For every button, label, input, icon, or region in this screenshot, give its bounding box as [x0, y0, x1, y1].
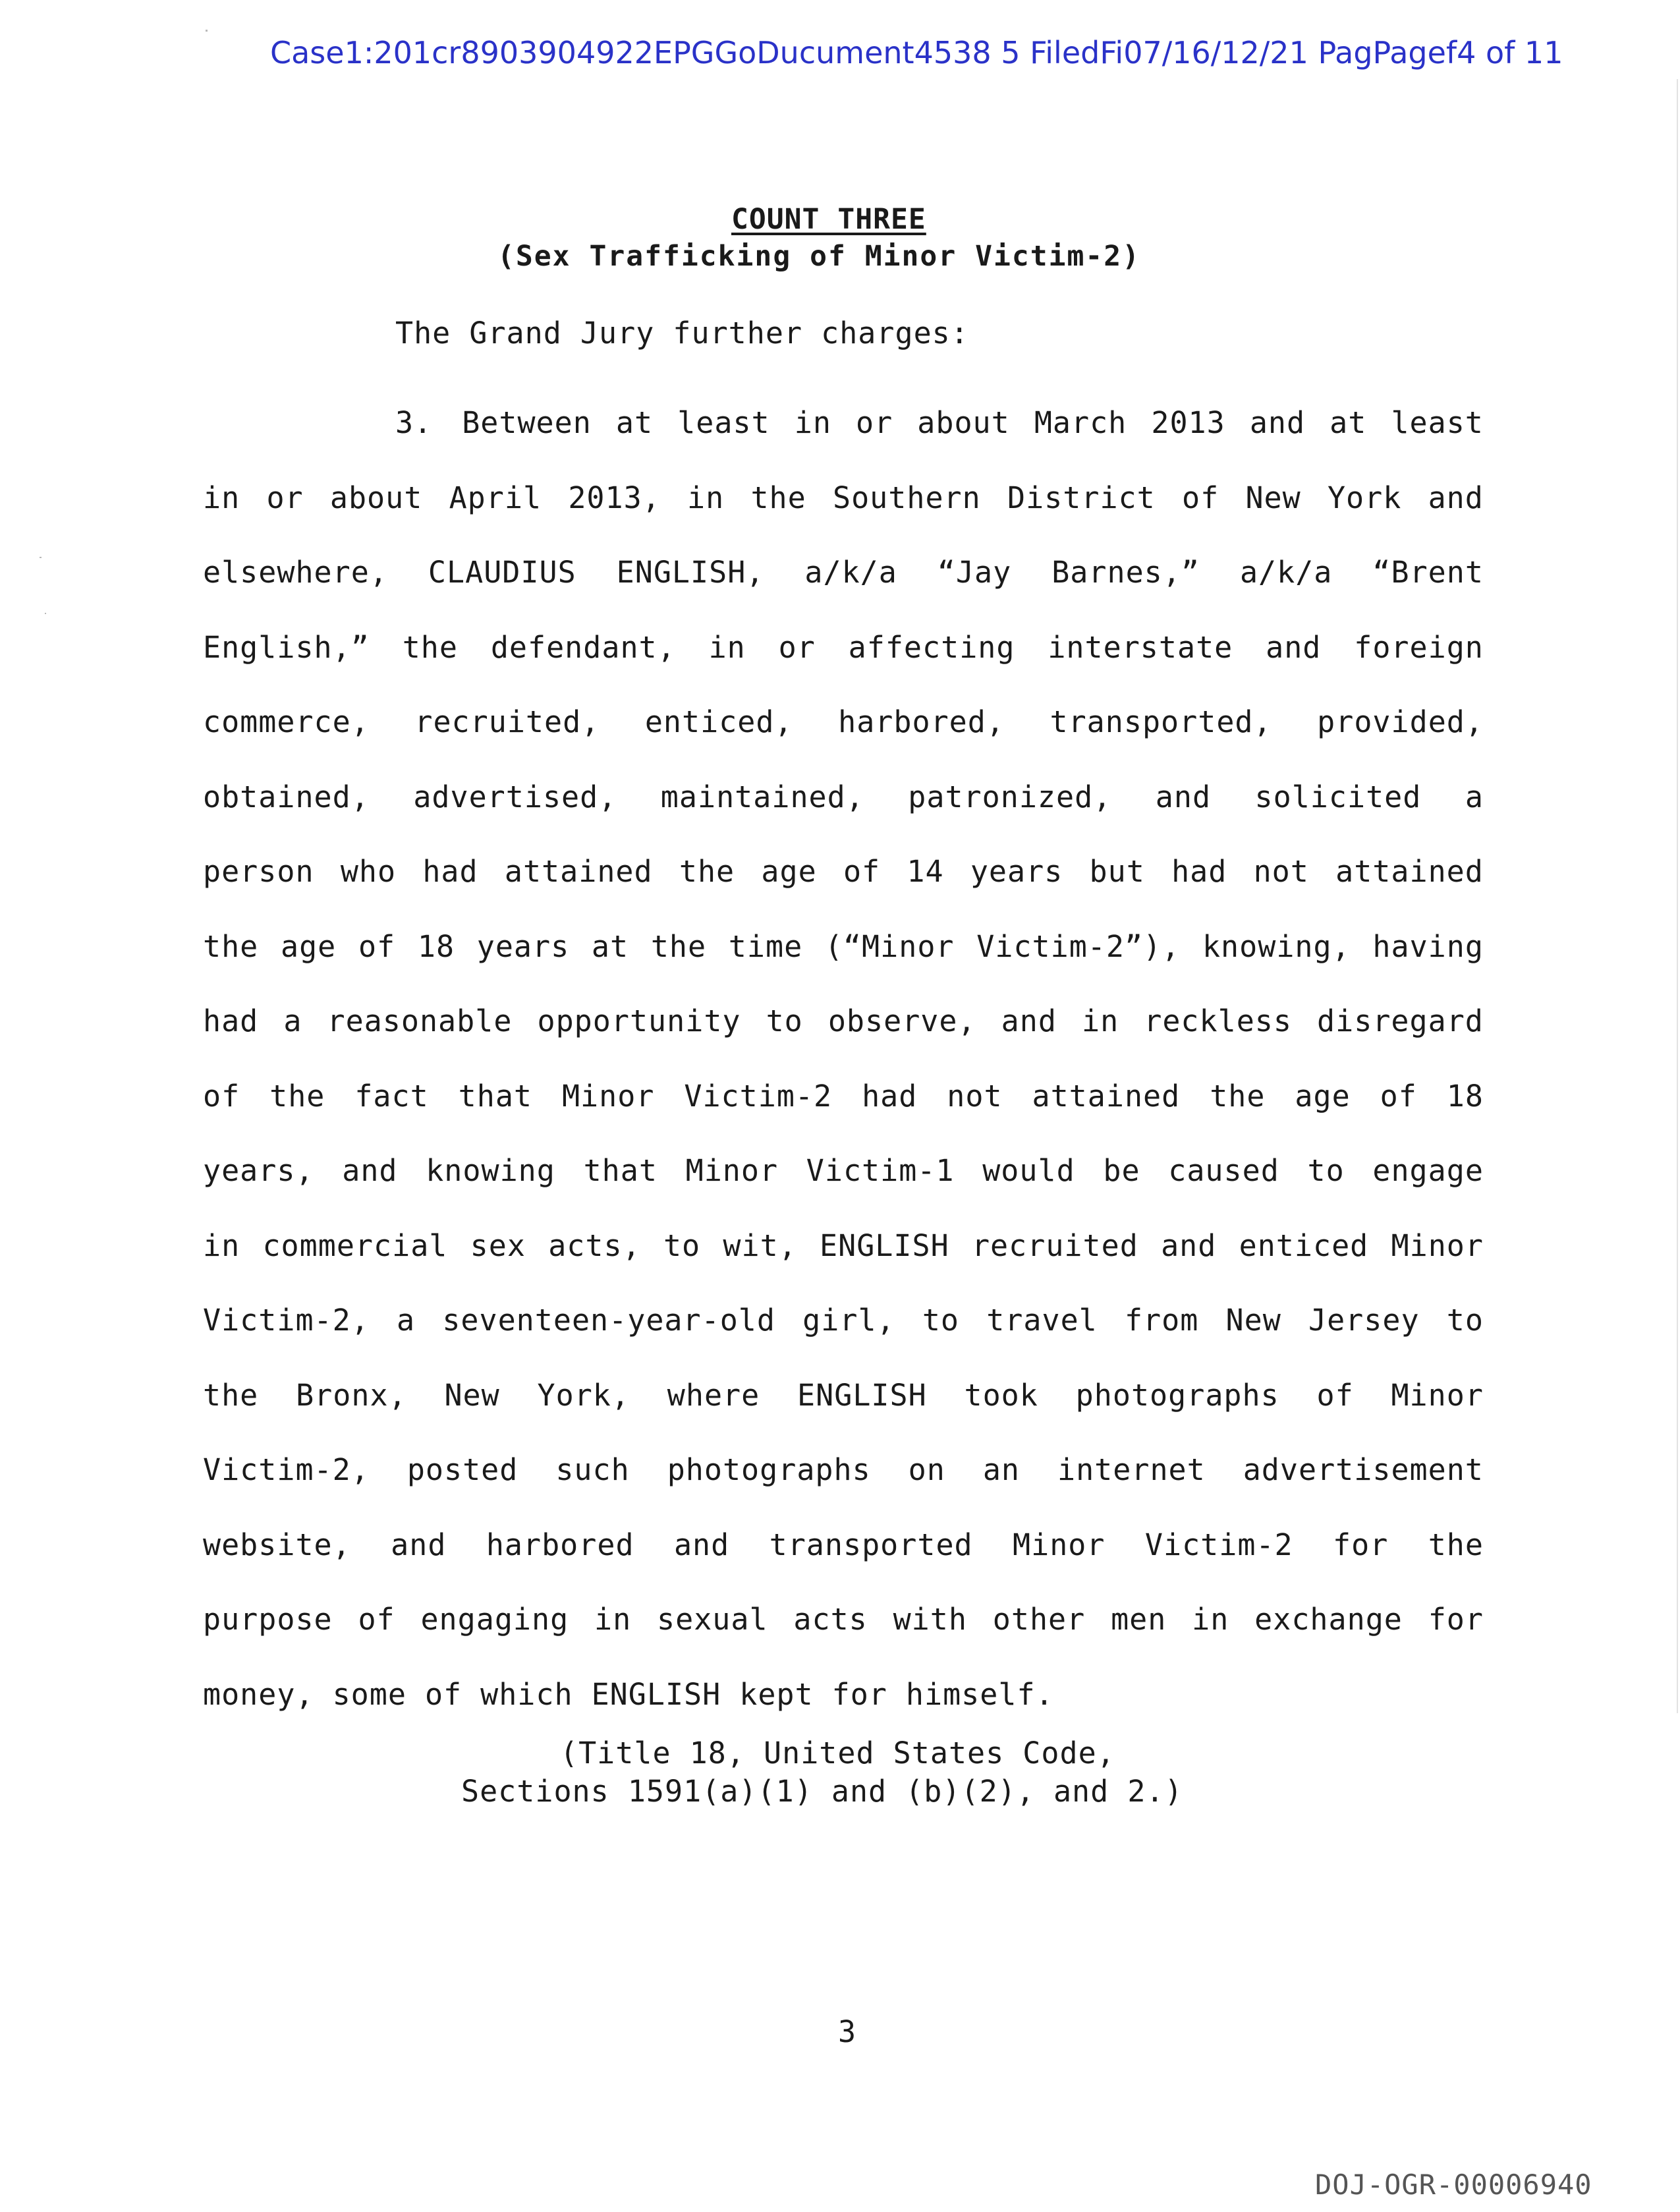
paragraph-line [203, 984, 1484, 1059]
word: Victim-2, [203, 1452, 370, 1487]
count-subtitle: (Sex Trafficking of Minor Victim-2) [497, 240, 1141, 273]
word: from [1124, 1303, 1199, 1338]
word: that [458, 1078, 533, 1114]
word: men [1111, 1602, 1167, 1637]
word: age [761, 854, 817, 889]
word: knowing, [1202, 928, 1351, 964]
word: patronized, [908, 779, 1112, 814]
word: exchange [1254, 1602, 1403, 1637]
word: District [1007, 480, 1156, 515]
word: (“Minor [824, 928, 955, 964]
word: obtained, [203, 779, 370, 814]
word: Southern [833, 480, 981, 515]
word: recruited [971, 1228, 1138, 1263]
word: “Brent [1372, 555, 1484, 590]
word: in [203, 480, 240, 515]
word: Jersey [1308, 1303, 1420, 1338]
word: foreign [1354, 629, 1484, 665]
scan-speck [45, 613, 46, 614]
word: a/k/a [1239, 555, 1333, 590]
word: least [1391, 405, 1484, 440]
paragraph-line [203, 760, 1484, 835]
word: a [397, 1303, 416, 1338]
paragraph-line [203, 461, 1484, 536]
word: had [203, 1004, 259, 1038]
word: English,” [203, 629, 370, 665]
paragraph-line [203, 1208, 1484, 1284]
word: March [1034, 405, 1127, 440]
word: interstate [1048, 629, 1233, 665]
word: that [583, 1153, 658, 1188]
word: engaging [420, 1602, 569, 1637]
word: website, [203, 1527, 351, 1562]
word: knowing [426, 1153, 555, 1188]
word: time [728, 928, 803, 964]
word: of [1380, 1078, 1417, 1114]
word: enticed [1239, 1228, 1369, 1263]
word: of [358, 1602, 395, 1637]
word: affecting [848, 629, 1015, 665]
word: about [329, 480, 423, 515]
word: recruited, [414, 704, 600, 739]
word: an [982, 1452, 1021, 1487]
word: New [1245, 480, 1301, 515]
header-stamp-overlap: Case1:201cr8903904922EPGGoDucument4538 5 FiledFi07/16/12/21 PagPagef4 of 11 [270, 35, 1563, 71]
word: at [615, 405, 654, 440]
word: York [1327, 480, 1402, 515]
word: or [856, 405, 893, 440]
word: in [1192, 1602, 1229, 1637]
word: Victim-2, [203, 1303, 370, 1338]
word: “Jay [937, 555, 1012, 590]
word: age [280, 928, 337, 964]
paragraph-number: 3. [395, 405, 433, 440]
paragraph-line [203, 1358, 1484, 1433]
word: at [1330, 405, 1367, 440]
word: 14 [907, 854, 944, 889]
word: the [679, 854, 735, 889]
word: other [992, 1602, 1086, 1637]
word: Minor [1013, 1527, 1106, 1562]
word: in [1081, 1004, 1119, 1038]
word: and [1161, 1228, 1217, 1263]
paragraph-line [203, 1657, 1484, 1732]
word: to [1446, 1303, 1484, 1338]
word: and [1249, 405, 1306, 440]
word: with [893, 1602, 967, 1637]
word: maintained, [660, 779, 864, 814]
word: person [203, 854, 314, 889]
word: harbored, [838, 704, 1005, 739]
word: of [1182, 480, 1219, 515]
word: sexual [657, 1602, 768, 1637]
word: which [480, 1676, 573, 1712]
word: ENGLISH, [616, 555, 765, 590]
word: be [1103, 1153, 1140, 1188]
grand-jury-intro: The Grand Jury further charges: [395, 316, 969, 351]
paragraph-line [203, 1432, 1484, 1508]
word: observe, [827, 1004, 976, 1038]
word: took [964, 1377, 1038, 1413]
word: and [342, 1153, 398, 1188]
paragraph-line [203, 909, 1484, 984]
word: provided, [1317, 704, 1484, 739]
word: solicited [1254, 779, 1422, 814]
word: Bronx, [296, 1377, 407, 1413]
word: the [203, 928, 259, 964]
word: engage [1372, 1153, 1484, 1188]
bates-number: DOJ-OGR-00006940 [1315, 2169, 1592, 2201]
word: himself. [905, 1676, 1054, 1712]
word: posted [406, 1452, 518, 1487]
word: of [203, 1078, 240, 1114]
word: travel [986, 1303, 1098, 1338]
word: elsewhere, [203, 555, 388, 590]
paragraph-line [203, 1283, 1484, 1358]
word: kept [739, 1676, 814, 1712]
word: had [422, 854, 478, 889]
word: defendant, [490, 629, 676, 665]
word: the [1428, 1527, 1484, 1562]
word: at [591, 928, 629, 964]
word: money, [203, 1676, 314, 1712]
word: of [358, 928, 396, 964]
word: advertised, [413, 779, 617, 814]
word: and [673, 1527, 730, 1562]
word: to [766, 1004, 803, 1038]
word: but [1089, 854, 1145, 889]
word: the [650, 928, 707, 964]
scan-edge-line [1677, 79, 1678, 1713]
word: years, [203, 1153, 314, 1188]
word: not [1253, 854, 1309, 889]
charge-paragraph [203, 385, 1484, 1732]
word: the [203, 1377, 259, 1413]
word: internet [1057, 1452, 1206, 1487]
word: girl, [802, 1303, 895, 1338]
word: Minor [685, 1153, 779, 1188]
word: York, [537, 1377, 630, 1413]
word: commercial [262, 1228, 448, 1263]
court-filing-header-stamp [270, 33, 1563, 72]
word: the [402, 629, 458, 665]
word: Barnes,” [1051, 555, 1200, 590]
word: fact [354, 1078, 429, 1114]
word: who [340, 854, 397, 889]
word: for [831, 1676, 887, 1712]
word: would [982, 1153, 1075, 1188]
word: age [1295, 1078, 1351, 1114]
word: opportunity [537, 1004, 741, 1038]
paragraph-line [203, 685, 1484, 760]
word: of [843, 854, 881, 889]
word: had [1171, 854, 1227, 889]
word: ENGLISH [797, 1377, 927, 1413]
paragraph-line [203, 535, 1484, 610]
paragraph-line [203, 385, 1484, 461]
word: Victim-2 [1144, 1527, 1293, 1562]
citation-line-2: Sections 1591(a)(1) and (b)(2), and 2.) [461, 1774, 1183, 1809]
word: a [1465, 779, 1484, 814]
word: attained [504, 854, 653, 889]
word: ENGLISH [591, 1676, 721, 1712]
statute-citation [461, 1734, 1252, 1811]
word: attained [1032, 1078, 1181, 1114]
paragraph-line [203, 834, 1484, 909]
word: reckless [1144, 1004, 1292, 1038]
word: a/k/a [804, 555, 897, 590]
word: in [794, 405, 831, 440]
word: some [332, 1676, 406, 1712]
word: and [1428, 480, 1484, 515]
paragraph-line [203, 610, 1484, 685]
word: or [778, 629, 816, 665]
word: of [424, 1676, 462, 1712]
word: photographs [1075, 1377, 1279, 1413]
word: 18 [417, 928, 455, 964]
word: for [1333, 1527, 1389, 1562]
word: CLAUDIUS [428, 555, 576, 590]
word: Minor [561, 1078, 655, 1114]
word: to [922, 1303, 960, 1338]
word: caused [1168, 1153, 1279, 1188]
word: April [449, 480, 542, 515]
word: commerce, [203, 704, 370, 739]
word: where [667, 1377, 760, 1413]
paragraph-line [203, 1508, 1484, 1583]
word: the [1210, 1078, 1266, 1114]
word: seventeen-year-old [442, 1303, 775, 1338]
word: the [269, 1078, 325, 1114]
word: disregard [1317, 1004, 1484, 1038]
word: for [1428, 1602, 1484, 1637]
paragraph-line [203, 1059, 1484, 1134]
word: Minor [1391, 1228, 1484, 1263]
word: had [862, 1078, 918, 1114]
word: to [663, 1228, 701, 1263]
word: harbored [486, 1527, 634, 1562]
word: years [970, 854, 1063, 889]
word: in [203, 1228, 240, 1263]
word: and [391, 1527, 447, 1562]
word: purpose [203, 1602, 333, 1637]
word: Minor [1391, 1377, 1484, 1413]
citation-line-1: (Title 18, United States Code, [560, 1736, 1115, 1771]
word: not [947, 1078, 1003, 1114]
word: New [1225, 1303, 1281, 1338]
word: in [708, 629, 746, 665]
word: such [555, 1452, 630, 1487]
word: reasonable [327, 1004, 513, 1038]
paragraph-line [203, 1582, 1484, 1657]
count-title: COUNT THREE [731, 203, 926, 236]
word: photographs [667, 1452, 871, 1487]
word: a [283, 1004, 302, 1038]
word: and [1266, 629, 1322, 665]
word: to [1307, 1153, 1345, 1188]
word: 2013 [1151, 405, 1225, 440]
word: and [1155, 779, 1212, 814]
word: 18 [1446, 1078, 1484, 1114]
word: transported, [1050, 704, 1272, 739]
word: having [1372, 928, 1484, 964]
word: Victim-1 [806, 1153, 955, 1188]
word: or [266, 480, 304, 515]
word: acts, [548, 1228, 641, 1263]
word: advertisement [1243, 1452, 1484, 1487]
word: about [917, 405, 1010, 440]
page-number: 3 [838, 2014, 856, 2049]
word: acts [793, 1602, 868, 1637]
word: enticed, [644, 704, 793, 739]
word: on [908, 1452, 945, 1487]
word: in [594, 1602, 632, 1637]
word: New [444, 1377, 500, 1413]
scan-speck [206, 30, 208, 32]
word: ENGLISH [820, 1228, 949, 1263]
word: wit, [723, 1228, 797, 1263]
paragraph-line [203, 1133, 1484, 1208]
word: 2013, [568, 480, 661, 515]
scan-speck [40, 557, 42, 558]
word: Victim-2 [684, 1078, 833, 1114]
word: least [677, 405, 770, 440]
word: and [1001, 1004, 1057, 1038]
word: attained [1335, 854, 1484, 889]
word: of [1316, 1377, 1354, 1413]
word: years [476, 928, 570, 964]
word: sex [470, 1228, 526, 1263]
word: in [687, 480, 725, 515]
word: the [750, 480, 806, 515]
word: Between [462, 405, 592, 440]
word: Victim-2”), [976, 928, 1181, 964]
word: transported [769, 1527, 973, 1562]
